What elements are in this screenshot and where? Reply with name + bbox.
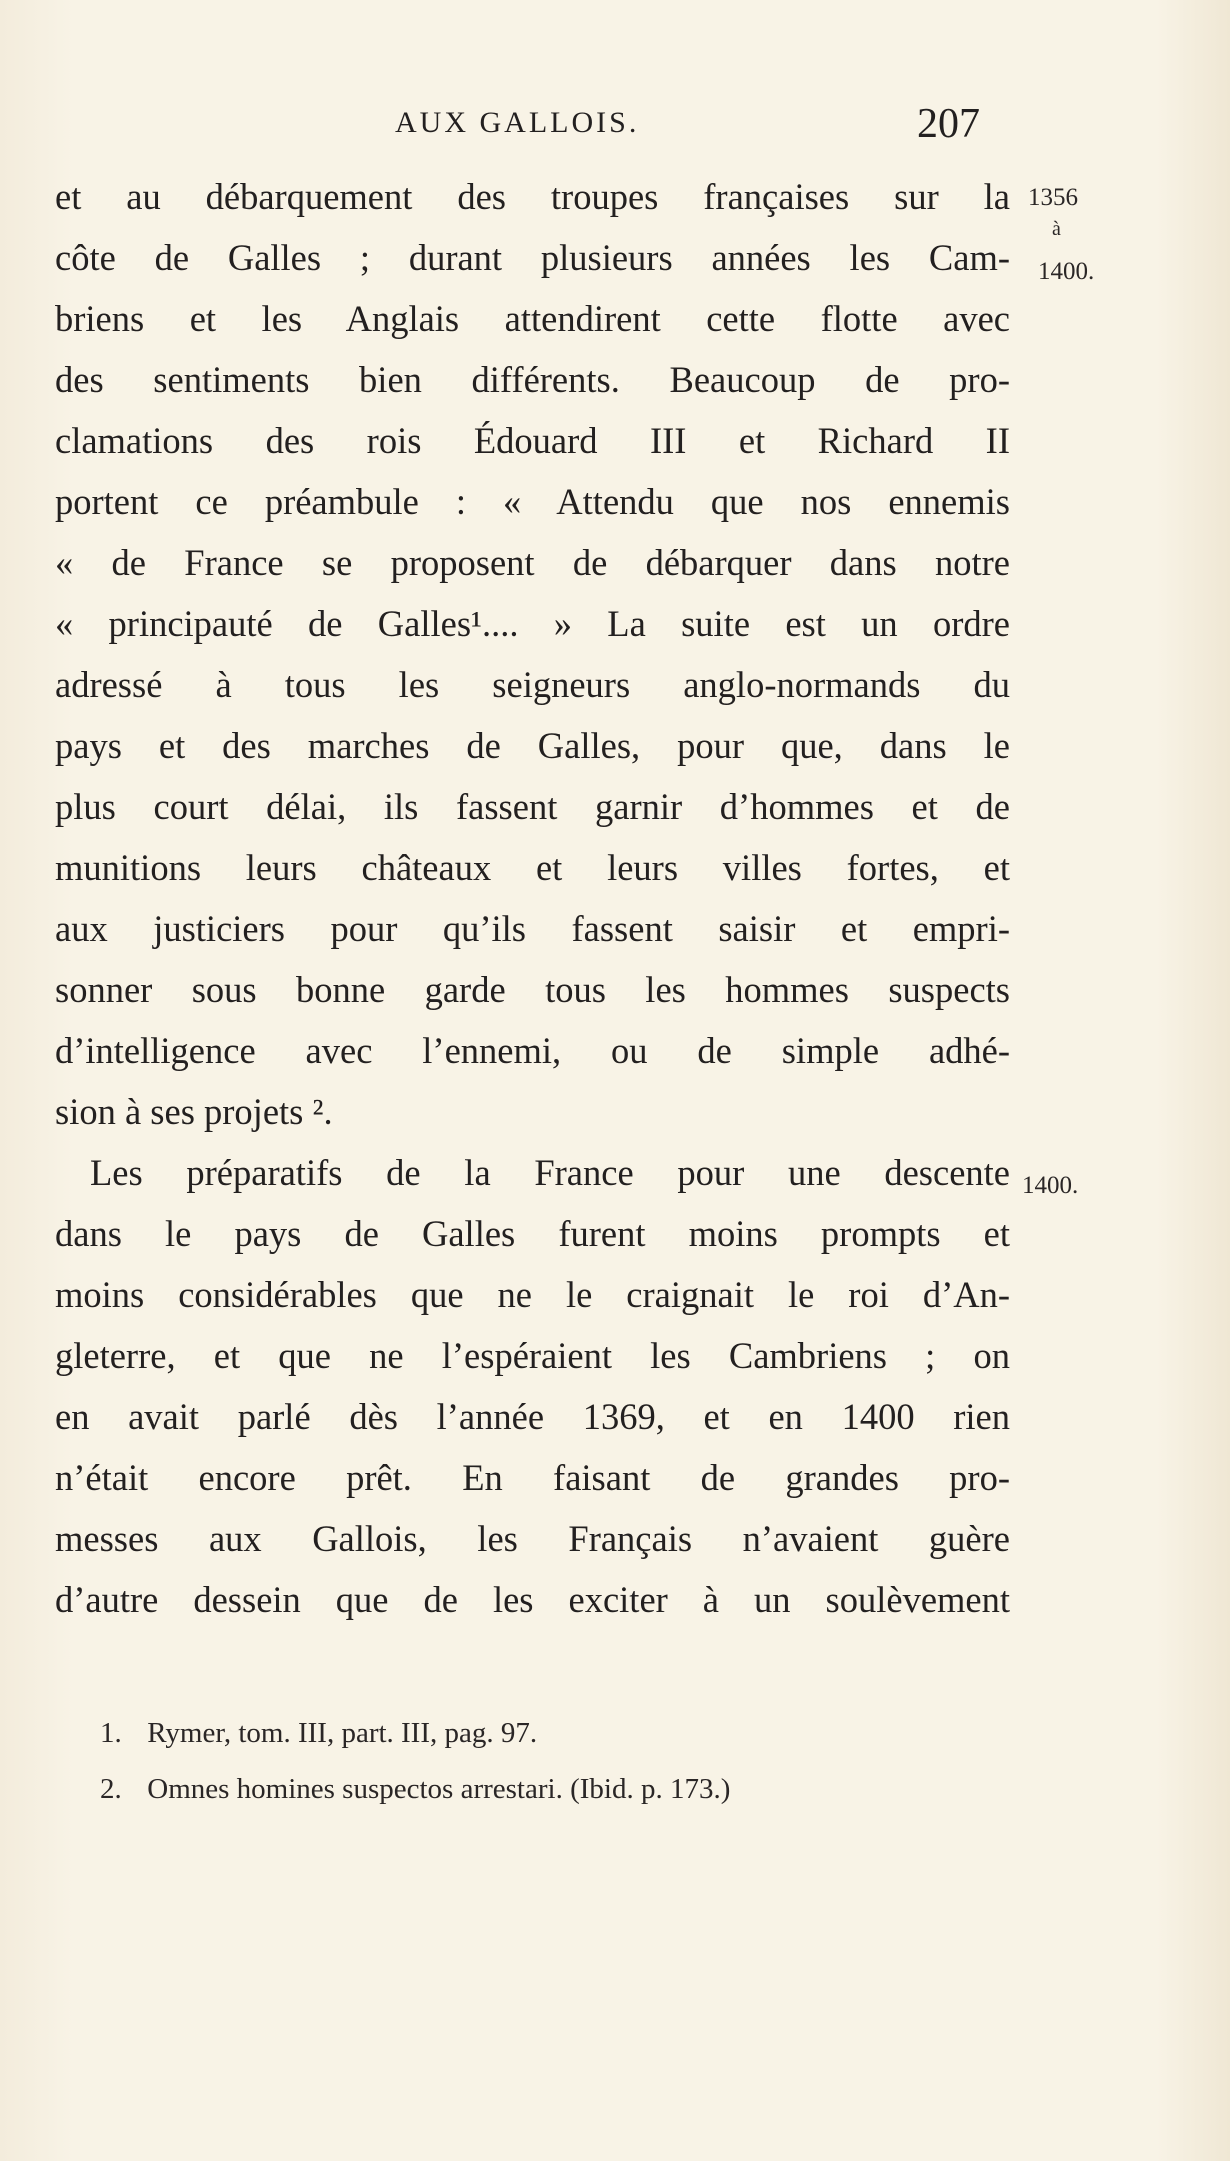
- body-text: [55, 166, 1010, 1630]
- page-number: 207: [917, 101, 980, 147]
- text-line: moins considérables que ne le craignait le roi d’An-: [55, 1274, 1010, 1315]
- text-line: des sentiments bien différents. Beaucoup de pro-: [55, 359, 1010, 400]
- text-line: sonner sous bonne garde tous les hommes suspects: [55, 969, 1010, 1010]
- text-line: d’intelligence avec l’ennemi, ou de simple adhé-: [55, 1030, 1010, 1071]
- text-line: n’était encore prêt. En faisant de grandes pro-: [55, 1457, 1010, 1498]
- footnote-text: Rymer, tom. III, part. III, pag. 97.: [147, 1717, 538, 1749]
- text-line: côte de Galles ; durant plusieurs années les Cam-: [55, 237, 1010, 278]
- text-line: pays et des marches de Galles, pour que, dans le: [55, 725, 1010, 766]
- footnote-2: [100, 1761, 1060, 1817]
- footnote-mark: 1.: [100, 1717, 122, 1749]
- text-line: « principauté de Galles¹.... » La suite est un ordre: [55, 603, 1010, 644]
- text-line: sion à ses projets ².: [55, 1091, 333, 1132]
- margin-date-separator: à: [1052, 218, 1061, 240]
- text-line: d’autre dessein que de les exciter à un soulèvement: [55, 1579, 1010, 1620]
- text-line: « de France se proposent de débarquer dans notre: [55, 542, 1010, 583]
- text-line: adressé à tous les seigneurs anglo-normands du: [55, 664, 1010, 705]
- margin-date-end: 1400.: [1038, 258, 1095, 285]
- footnote-1: [100, 1705, 1060, 1761]
- text-line: messes aux Gallois, les Français n’avaient guère: [55, 1518, 1010, 1559]
- text-line: en avait parlé dès l’année 1369, et en 1400 rien: [55, 1396, 1010, 1437]
- text-line: plus court délai, ils fassent garnir d’hommes et de: [55, 786, 1010, 827]
- margin-date-second: 1400.: [1022, 1172, 1079, 1199]
- footnote-mark: 2.: [100, 1773, 122, 1805]
- running-title: AUX GALLOIS.: [395, 106, 640, 139]
- footnote-text: Omnes homines suspectos arrestari. (Ibid. p. 173.): [147, 1773, 731, 1805]
- text-line: briens et les Anglais attendirent cette flotte avec: [55, 298, 1010, 339]
- footnotes: [100, 1705, 1060, 1817]
- text-line: portent ce préambule : « Attendu que nos ennemis: [55, 481, 1010, 522]
- text-line: gleterre, et que ne l’espéraient les Cambriens ; on: [55, 1335, 1010, 1376]
- text-line: clamations des rois Édouard III et Richard II: [55, 420, 1010, 461]
- text-line: aux justiciers pour qu’ils fassent saisir et empri-: [55, 908, 1010, 949]
- text-line: et au débarquement des troupes françaises sur la: [55, 176, 1010, 217]
- text-line: Les préparatifs de la France pour une descente: [90, 1152, 1010, 1193]
- margin-date-start: 1356: [1028, 184, 1078, 211]
- running-head: [55, 100, 1015, 160]
- text-line: munitions leurs châteaux et leurs villes fortes, et: [55, 847, 1010, 888]
- text-line: dans le pays de Galles furent moins prompts et: [55, 1213, 1010, 1254]
